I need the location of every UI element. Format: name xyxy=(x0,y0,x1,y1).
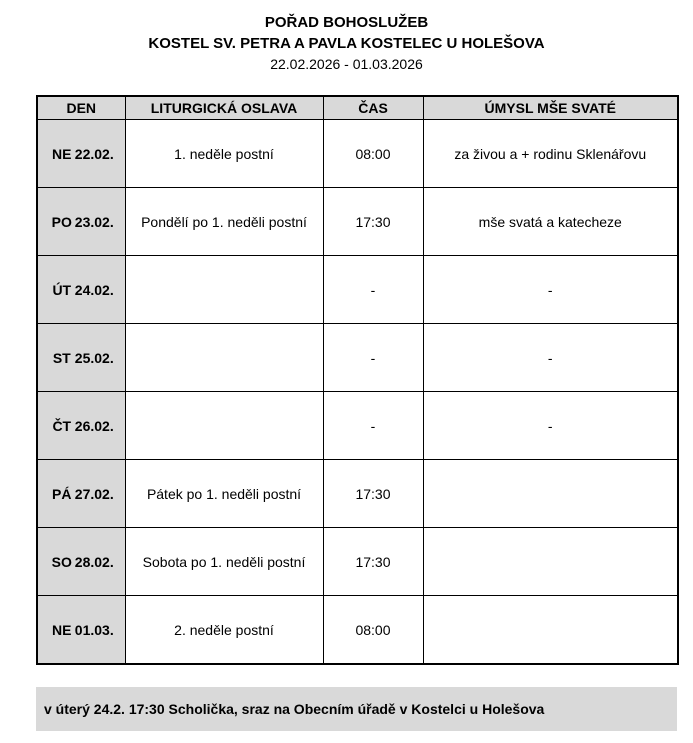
day-date: 28.02. xyxy=(74,553,114,570)
table-header-row xyxy=(37,96,678,120)
day-abbrev: SO xyxy=(51,553,72,570)
table-row xyxy=(37,528,678,596)
day-cell xyxy=(37,528,125,596)
intention-cell: - xyxy=(423,392,678,460)
day-abbrev: NE xyxy=(52,621,72,638)
day-date: 24.02. xyxy=(74,281,114,298)
day-abbrev: ČT xyxy=(52,417,72,434)
time-cell: 08:00 xyxy=(323,120,423,188)
page-subtitle: KOSTEL SV. PETRA A PAVLA KOSTELEC U HOLEŠOVA xyxy=(148,35,545,52)
day-cell xyxy=(37,256,125,324)
day-abbrev: ST xyxy=(52,349,71,366)
time-cell: - xyxy=(323,256,423,324)
intention-cell: - xyxy=(423,256,678,324)
footer-note-bar xyxy=(36,687,677,731)
table-row xyxy=(37,256,678,324)
intention-cell xyxy=(423,596,678,665)
document-header xyxy=(0,12,693,75)
day-date: 01.03. xyxy=(74,621,114,638)
day-date: 27.02. xyxy=(74,485,114,502)
day-cell xyxy=(37,460,125,528)
intention-cell: - xyxy=(423,324,678,392)
day-abbrev: ÚT xyxy=(52,281,72,298)
table-row xyxy=(37,392,678,460)
table-row xyxy=(37,596,678,665)
schedule-table xyxy=(36,95,679,665)
day-date: 25.02. xyxy=(74,349,114,366)
day-date: 26.02. xyxy=(74,417,114,434)
time-cell: 08:00 xyxy=(323,596,423,665)
time-cell: - xyxy=(323,324,423,392)
liturgy-cell: 2. neděle postní xyxy=(125,596,323,665)
date-range: 22.02.2026 - 01.03.2026 xyxy=(270,56,423,72)
table-row xyxy=(37,120,678,188)
day-date: 22.02. xyxy=(74,145,114,162)
column-header-time: ČAS xyxy=(323,96,423,120)
column-header-intention: ÚMYSL MŠE SVATÉ xyxy=(423,96,678,120)
time-cell: 17:30 xyxy=(323,460,423,528)
liturgy-cell: Pondělí po 1. neděli postní xyxy=(125,188,323,256)
day-cell xyxy=(37,188,125,256)
table-row xyxy=(37,324,678,392)
day-abbrev: PO xyxy=(51,213,72,230)
day-abbrev: NE xyxy=(52,145,72,162)
time-cell: 17:30 xyxy=(323,528,423,596)
intention-cell xyxy=(423,460,678,528)
intention-cell: mše svatá a katecheze xyxy=(423,188,678,256)
liturgy-cell xyxy=(125,392,323,460)
liturgy-cell: Pátek po 1. neděli postní xyxy=(125,460,323,528)
intention-cell: za živou a + rodinu Sklenářovu xyxy=(423,120,678,188)
day-cell xyxy=(37,324,125,392)
column-header-den: DEN xyxy=(37,96,125,120)
day-cell xyxy=(37,596,125,665)
day-date: 23.02. xyxy=(74,213,114,230)
page-title: POŘAD BOHOSLUŽEB xyxy=(264,14,429,31)
time-cell: 17:30 xyxy=(323,188,423,256)
liturgy-cell xyxy=(125,256,323,324)
liturgy-cell: 1. neděle postní xyxy=(125,120,323,188)
day-abbrev: PÁ xyxy=(52,485,72,502)
liturgy-cell: Sobota po 1. neděli postní xyxy=(125,528,323,596)
liturgy-cell xyxy=(125,324,323,392)
day-cell xyxy=(37,120,125,188)
time-cell: - xyxy=(323,392,423,460)
day-cell xyxy=(37,392,125,460)
table-row xyxy=(37,188,678,256)
footer-note: v úterý 24.2. 17:30 Scholička, sraz na Obecním úřadě v Kostelci u Holešova xyxy=(44,701,545,717)
intention-cell xyxy=(423,528,678,596)
column-header-liturgy: LITURGICKÁ OSLAVA xyxy=(125,96,323,120)
table-row xyxy=(37,460,678,528)
